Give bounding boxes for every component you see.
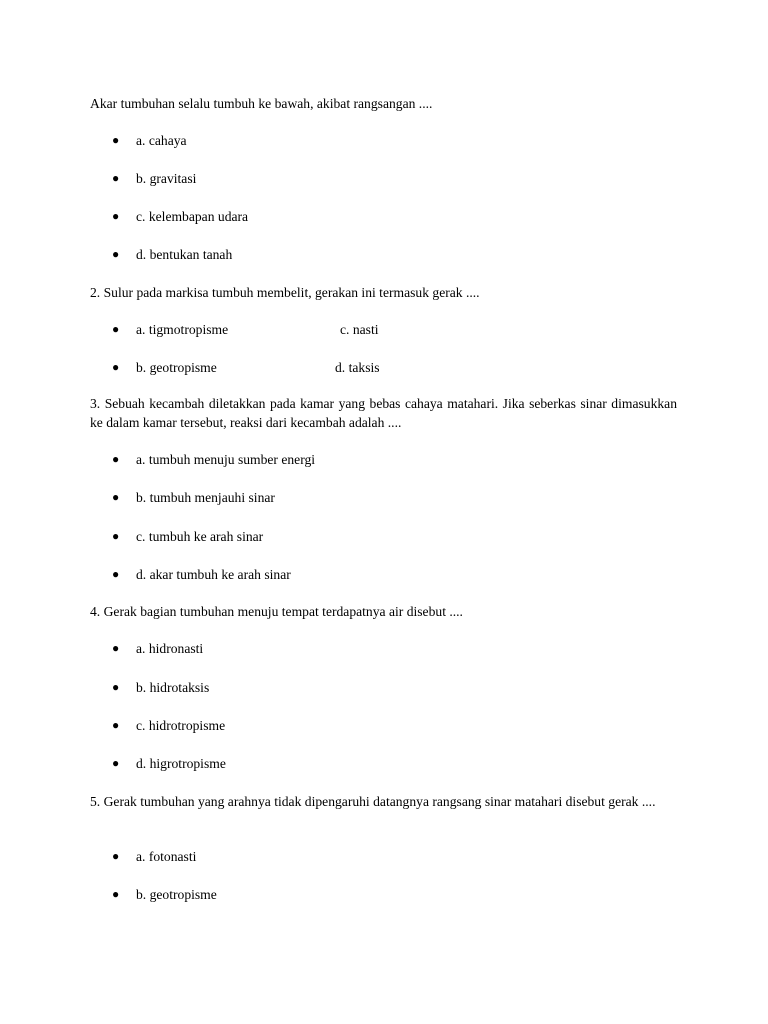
bullet-icon: ● (112, 680, 120, 694)
bullet-icon: ● (112, 718, 120, 732)
bullet-icon: ● (112, 171, 120, 185)
q2-option-c: c. nasti (340, 322, 379, 337)
bullet-icon: ● (112, 360, 120, 374)
q2-option-d: d. taksis (335, 360, 380, 375)
bullet-icon: ● (112, 322, 120, 336)
bullet-icon: ● (112, 490, 120, 504)
question-4: 4. Gerak bagian tumbuhan menuju tempat terdapatnya air disebut .... (90, 604, 463, 619)
bullet-icon: ● (112, 567, 120, 581)
bullet-icon: ● (112, 756, 120, 770)
bullet-icon: ● (112, 247, 120, 261)
bullet-icon: ● (112, 641, 120, 655)
question-5: 5. Gerak tumbuhan yang arahnya tidak dipengaruhi datangnya rangsang sinar matahari disebut gerak .... (90, 794, 656, 809)
bullet-icon: ● (112, 887, 120, 901)
question-2: 2. Sulur pada markisa tumbuh membelit, gerakan ini termasuk gerak .... (90, 285, 480, 300)
question-3: 3. Sebuah kecambah diletakkan pada kamar yang bebas cahaya matahari. Jika seberkas sinar dimasukkan ke dalam kamar tersebut, reaksi dari kecambah adalah .... (90, 396, 677, 430)
bullet-icon: ● (112, 209, 120, 223)
bullet-icon: ● (112, 529, 120, 543)
q2-option-a: a. tigmotropisme (136, 322, 229, 337)
document-page: Akar tumbuhan selalu tumbuh ke bawah, akibat rangsangan .... ● a. cahaya ● b. gravitasi ● c. kelembapan udara ● d. bentukan tanah 2. Sulur pada markisa tumbuh membelit, gerakan ini termasuk gerak .... ● a. tigmotropisme c. nasti ● b. geotropisme d. taksis 3. Sebuah kecambah diletakkan pada kamar yang bebas cahaya matahari. Jika seberkas sinar dimasukkan ke dalam kamar tersebut, reaksi dari kecambah adalah .... ● a. tumbuh menuju sumber energi ● b. tumbuh menjauhi sinar ● c. tumbuh ke arah sinar ● d. akar tumbuh ke arah sinar 4. Gerak bagian tumbuhan menuju tempat terdapatnya air disebut .... ● a. hidronasti ● b. hidrotaksis ● c. hidrotropisme ● d. higrotropisme 5. Gerak tumbuhan yang arahnya tidak dipengaruhi datangnya rangsang sinar matahari disebut gerak .... ● a. fotonasti ● b. geotropisme (90, 96, 677, 902)
question-1: Akar tumbuhan selalu tumbuh ke bawah, akibat rangsangan .... (90, 96, 433, 111)
q2-option-b: b. geotropisme (136, 360, 217, 375)
bullet-icon: ● (112, 452, 120, 466)
bullet-icon: ● (112, 849, 120, 863)
bullet-icon: ● (112, 133, 120, 147)
